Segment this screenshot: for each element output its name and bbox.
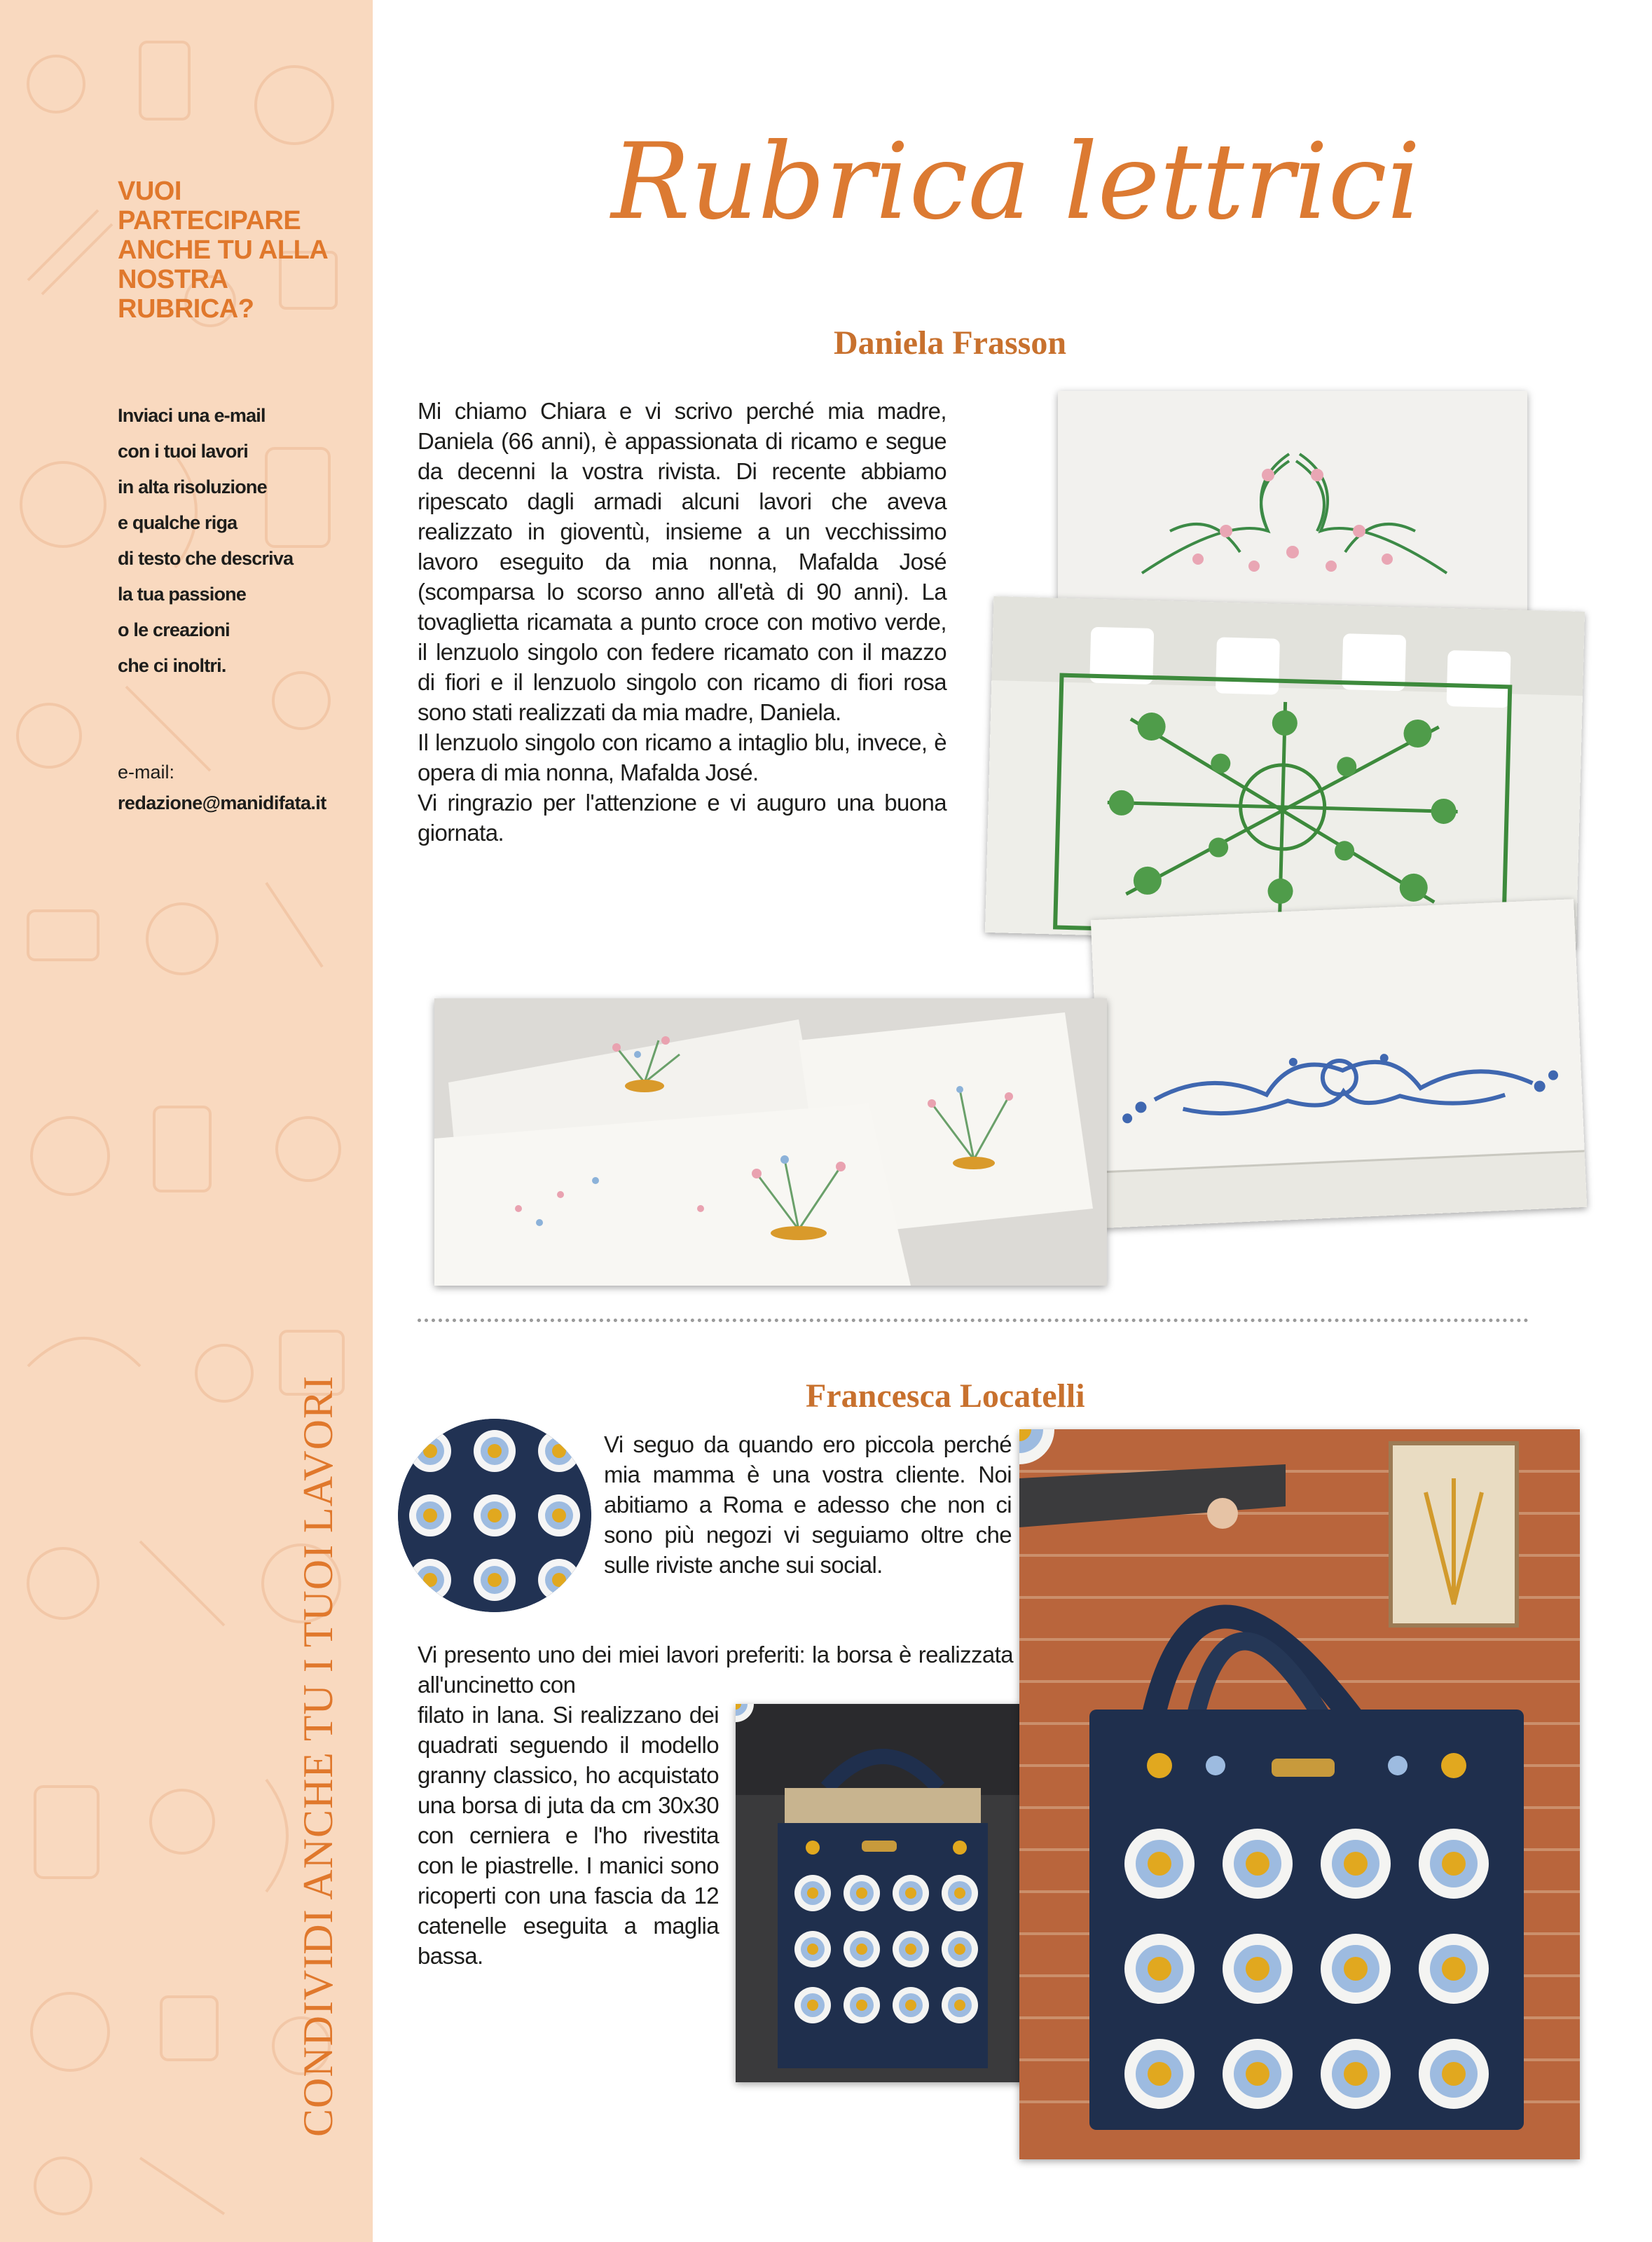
author-name-2: Francesca Locatelli xyxy=(806,1377,1085,1415)
sidebar-line: in alta risoluzione xyxy=(118,476,267,497)
sidebar-line: e qualche riga xyxy=(118,512,238,533)
sidebar-heading: VUOI PARTECIPARE ANCHE TU ALLA NOSTRA RUBRICA? xyxy=(118,177,327,324)
author-name-1: Daniela Frasson xyxy=(834,324,1067,362)
photo-granny-square-closeup xyxy=(398,1419,591,1612)
article-1-paragraph: Il lenzuolo singolo con ricamo a intaglio blu, invece, è opera di mia nonna, Mafalda José. xyxy=(418,729,947,785)
article-1-paragraph: Vi ringrazio per l'attenzione e vi auguro una buona giornata. xyxy=(418,790,947,846)
email-label: e-mail: xyxy=(118,762,175,783)
sidebar-line: Inviaci una e-mail xyxy=(118,405,266,426)
sidebar-line: con i tuoi lavori xyxy=(118,441,248,462)
sidebar-line: che ci inoltri. xyxy=(118,655,226,676)
section-divider xyxy=(418,1319,1529,1322)
vertical-slogan: CONDIVIDI ANCHE TU I TUOI LAVORI xyxy=(295,1375,341,2137)
photo-green-tablecloth xyxy=(985,596,1585,948)
article-1-paragraph: Mi chiamo Chiara e vi scrivo perché mia madre, Daniela (66 anni), è appassionata di ricamo e segue da decenni la vostra rivista. Di recente abbiamo ripescato dagli armadi alcuni lavori che aveva realizzato in gioventù, insieme a un vecchissimo lavoro eseguito da mia nonna, Mafalda José (scomparsa lo scorso anno all'età di 90 anni). La tovaglietta ricamata a punto croce con motivo verde, il lenzuolo singolo con federe ricamato con il mazzo di fiori e il lenzuolo singolo con ricamo di fiori rosa sono stati realizzati da mia madre, Daniela. xyxy=(418,398,947,725)
sidebar-body xyxy=(118,398,356,684)
article-2-intro: Vi seguo da quando ero piccola perché mia mamma è una vostra cliente. Noi abitiamo a Roma e adesso che non ci sono più negozi vi seguiamo oltre che sulle riviste anche sui social. xyxy=(604,1431,1012,1578)
article-1-text xyxy=(418,396,947,848)
photo-blue-cutwork xyxy=(1091,899,1588,1228)
article-2-wide-text: Vi presento uno dei miei lavori preferiti: la borsa è realizzata all'uncinetto con xyxy=(418,1642,1013,1698)
email-link[interactable]: redazione@manidifata.it xyxy=(118,792,326,813)
article-2-narrow-text: filato in lana. Si realizzano dei quadrati seguendo il modello granny classico, ho acquistato una borsa di juta da cm 30x30 con cerniera e l'ho rivestita con le piastrelle. I manici sono ricoperti con una fascia da 12 catenelle eseguita a maglia bassa. xyxy=(418,1702,719,1969)
photo-bag-large xyxy=(1019,1429,1580,2159)
sidebar-line: o le creazioni xyxy=(118,619,230,640)
photo-bag-small xyxy=(736,1704,1030,2082)
page-title: Rubrica lettrici xyxy=(611,121,1421,243)
sidebar xyxy=(0,0,373,2242)
photo-bouquet-sheets xyxy=(434,998,1107,1286)
sidebar-line: di testo che descriva xyxy=(118,548,294,569)
sidebar-line: la tua passione xyxy=(118,584,247,605)
